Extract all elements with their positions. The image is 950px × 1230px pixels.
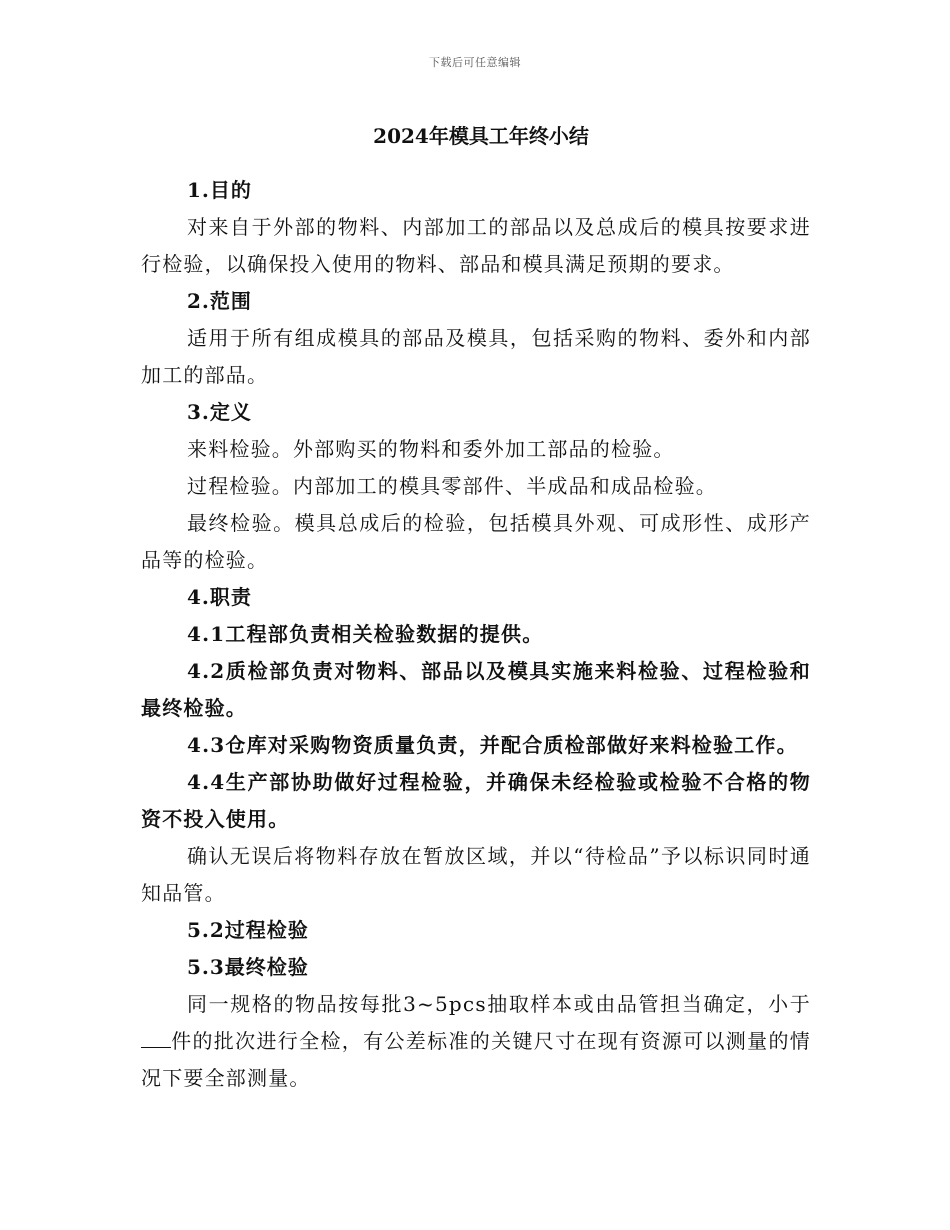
document-body — [141, 118, 811, 1097]
header-note: 下载后可任意编辑 — [429, 56, 521, 69]
paragraph-confirmation: 确认无误后将物料存放在暂放区域，并以“待检品”予以标识同时通知品管。 — [141, 844, 811, 905]
fill-in-blank — [141, 1027, 171, 1048]
sampling-text-before-blank: 同一规格的物品按每批3~5pcs抽取样本或由品管担当确定，小于 — [187, 992, 811, 1016]
paragraph-scope: 适用于所有组成模具的部品及模具，包括采购的物料、委外和内部加工的部品。 — [141, 326, 811, 387]
section-heading-scope: 2.范围 — [187, 289, 252, 313]
responsibility-warehouse: 4.3仓库对采购物资质量负责，并配合质检部做好来料检验工作。 — [187, 733, 798, 757]
section-heading-process-inspection: 5.2过程检验 — [187, 918, 309, 942]
section-heading-purpose: 1.目的 — [187, 178, 252, 202]
paragraph-incoming-inspection: 来料检验。外部购买的物料和委外加工部品的检验。 — [187, 437, 675, 461]
responsibility-quality: 4.2质检部负责对物料、部品以及模具实施来料检验、过程检验和最终检验。 — [141, 659, 811, 720]
section-heading-responsibilities: 4.职责 — [187, 585, 252, 609]
paragraph-final-inspection: 最终检验。模具总成后的检验，包括模具外观、可成形性、成形产品等的检验。 — [141, 511, 811, 572]
sampling-text-after-blank: 件的批次进行全检，有公差标准的关键尺寸在现有资源可以测量的情况下要全部测量。 — [141, 1029, 811, 1090]
section-heading-definitions: 3.定义 — [187, 400, 252, 424]
document-title: 2024年模具工年终小结 — [373, 124, 589, 148]
paragraph-process-inspection: 过程检验。内部加工的模具零部件、半成品和成品检验。 — [187, 474, 717, 498]
paragraph-purpose: 对来自于外部的物料、内部加工的部品以及总成后的模具按要求进行检验，以确保投入使用的物料、部品和模具满足预期的要求。 — [141, 215, 811, 276]
paragraph-sampling — [141, 986, 811, 1097]
section-heading-final-inspection: 5.3最终检验 — [187, 955, 309, 979]
responsibility-engineering: 4.1工程部负责相关检验数据的提供。 — [187, 622, 544, 646]
responsibility-production: 4.4生产部协助做好过程检验，并确保未经检验或检验不合格的物资不投入使用。 — [141, 770, 811, 831]
